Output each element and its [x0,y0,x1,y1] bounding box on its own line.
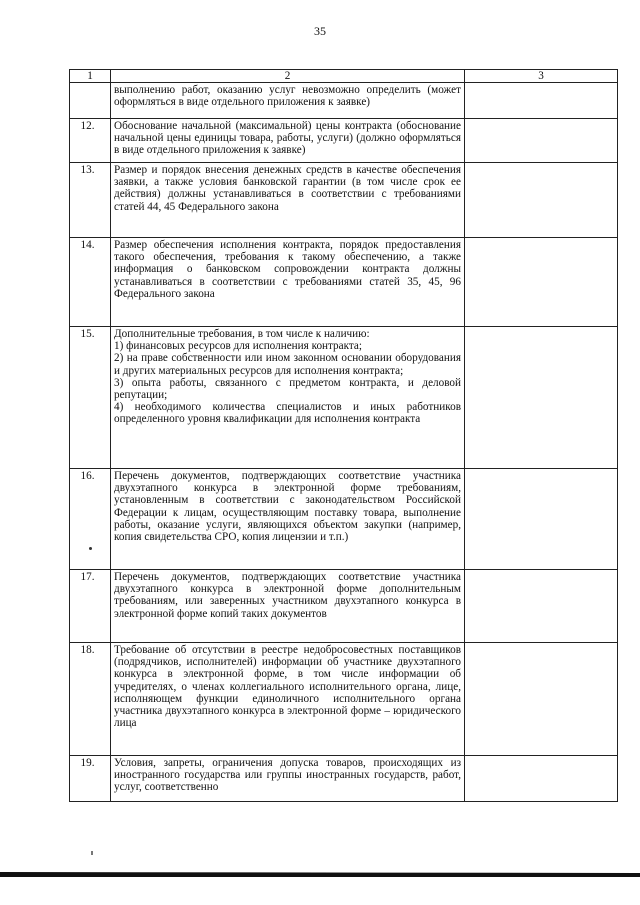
scan-dot [89,547,92,550]
row-value [465,570,618,643]
column-header-number: 1 [70,70,111,83]
bottom-rule [0,872,640,877]
row-paragraph: Размер и порядок внесения денежных средств в качестве обеспечения заявки, а также условия банковской гарантии (в том числе срок ее действия) должны устанавливаться в соответствии с требованиями статей 44, 45 Федерального закона [114,164,461,213]
row-number: 12. [70,119,111,163]
row-number: 18. [70,643,111,756]
row-paragraph: Перечень документов, подтверждающих соответствие участника двухэтапного конкурса в электронной форме дополнительным требованиям, или заверенных участником двухэтапного конкурса в электронной форме копий таких документов [114,571,461,620]
table-row [70,119,618,163]
row-value [465,643,618,756]
row-text [111,756,465,802]
row-paragraph: Дополнительные требования, в том числе к наличию: [114,328,370,340]
row-number [70,83,111,119]
requirements-table [69,69,618,802]
column-header-text: 2 [111,70,465,83]
row-value [465,163,618,238]
row-text [111,570,465,643]
row-value [465,756,618,802]
row-number: 17. [70,570,111,643]
row-text [111,238,465,327]
table-row [70,643,618,756]
row-number: 14. [70,238,111,327]
row-paragraph: Условия, запреты, ограничения допуска товаров, происходящих из иностранного государства или группы иностранных государств, работ, услуг, соответственно [114,757,461,794]
row-paragraph: Обоснование начальной (максимальной) цены контракта (обоснование начальной цены единицы товара, работы, услуги) (должно оформляться в виде отдельного приложения к заявке) [114,120,461,157]
row-paragraph: Требование об отсутствии в реестре недобросовестных поставщиков (подрядчиков, исполнителей) информации об участнике двухэтапного конкурса в электронной форме, в том числе информации об учредителях, о членах коллегиального исполнительного органа, лице, исполняющем функции единоличного исполнительного органа участника двухэтапного конкурса в электронной форме – юридического лица [114,644,461,730]
page-number: 35 [314,24,326,38]
row-value [465,119,618,163]
column-header-value: 3 [465,70,618,83]
table-row [70,327,618,469]
table-header-row [70,70,618,83]
row-paragraph: Перечень документов, подтверждающих соответствие участника двухэтапного конкурса в электронной форме требованиям, установленным в соответствии с законодательством Российской Федерации к лицам, осуществляющим поставку товара, выполнение работы, оказание услуги, являющихся объектом закупки (например, копия свидетельства СРО, копия лицензии и т.п.) [114,470,461,544]
row-value [465,469,618,570]
row-value [465,238,618,327]
row-paragraph: Размер обеспечения исполнения контракта, порядок предоставления такого обеспечения, требования к такому обеспечению, а также информация о банковском сопровождении контракта должны устанавливаться в соответствии с требованиями статей 35, 45, 96 Федерального закона [114,239,461,300]
row-text [111,119,465,163]
row-number: 13. [70,163,111,238]
row-paragraph: 4) необходимого количества специалистов и иных работников определенного уровня квалификации для исполнения контракта [114,401,461,426]
row-text [111,83,465,119]
row-value [465,83,618,119]
row-text [111,469,465,570]
row-number: 19. [70,756,111,802]
row-text [111,163,465,238]
table-row [70,83,618,119]
table-row [70,163,618,238]
row-paragraph: выполнению работ, оказанию услуг невозможно определить (может оформляться в виде отдельного приложения к заявке) [114,84,461,109]
scan-tick [91,851,93,855]
row-text [111,327,465,469]
table-row [70,756,618,802]
table-row [70,238,618,327]
row-value [465,327,618,469]
row-paragraph: 1) финансовых ресурсов для исполнения контракта; [114,340,362,353]
row-number: 15. [70,327,111,469]
row-paragraph: 3) опыта работы, связанного с предметом контракта, и деловой репутации; [114,376,461,402]
row-text [111,643,465,756]
row-number: 16. [70,469,111,570]
row-paragraph: 2) на праве собственности или ином законном основании оборудования и других материальных ресурсов для исполнения контракта; [114,352,461,377]
table-row [70,570,618,643]
table-row [70,469,618,570]
